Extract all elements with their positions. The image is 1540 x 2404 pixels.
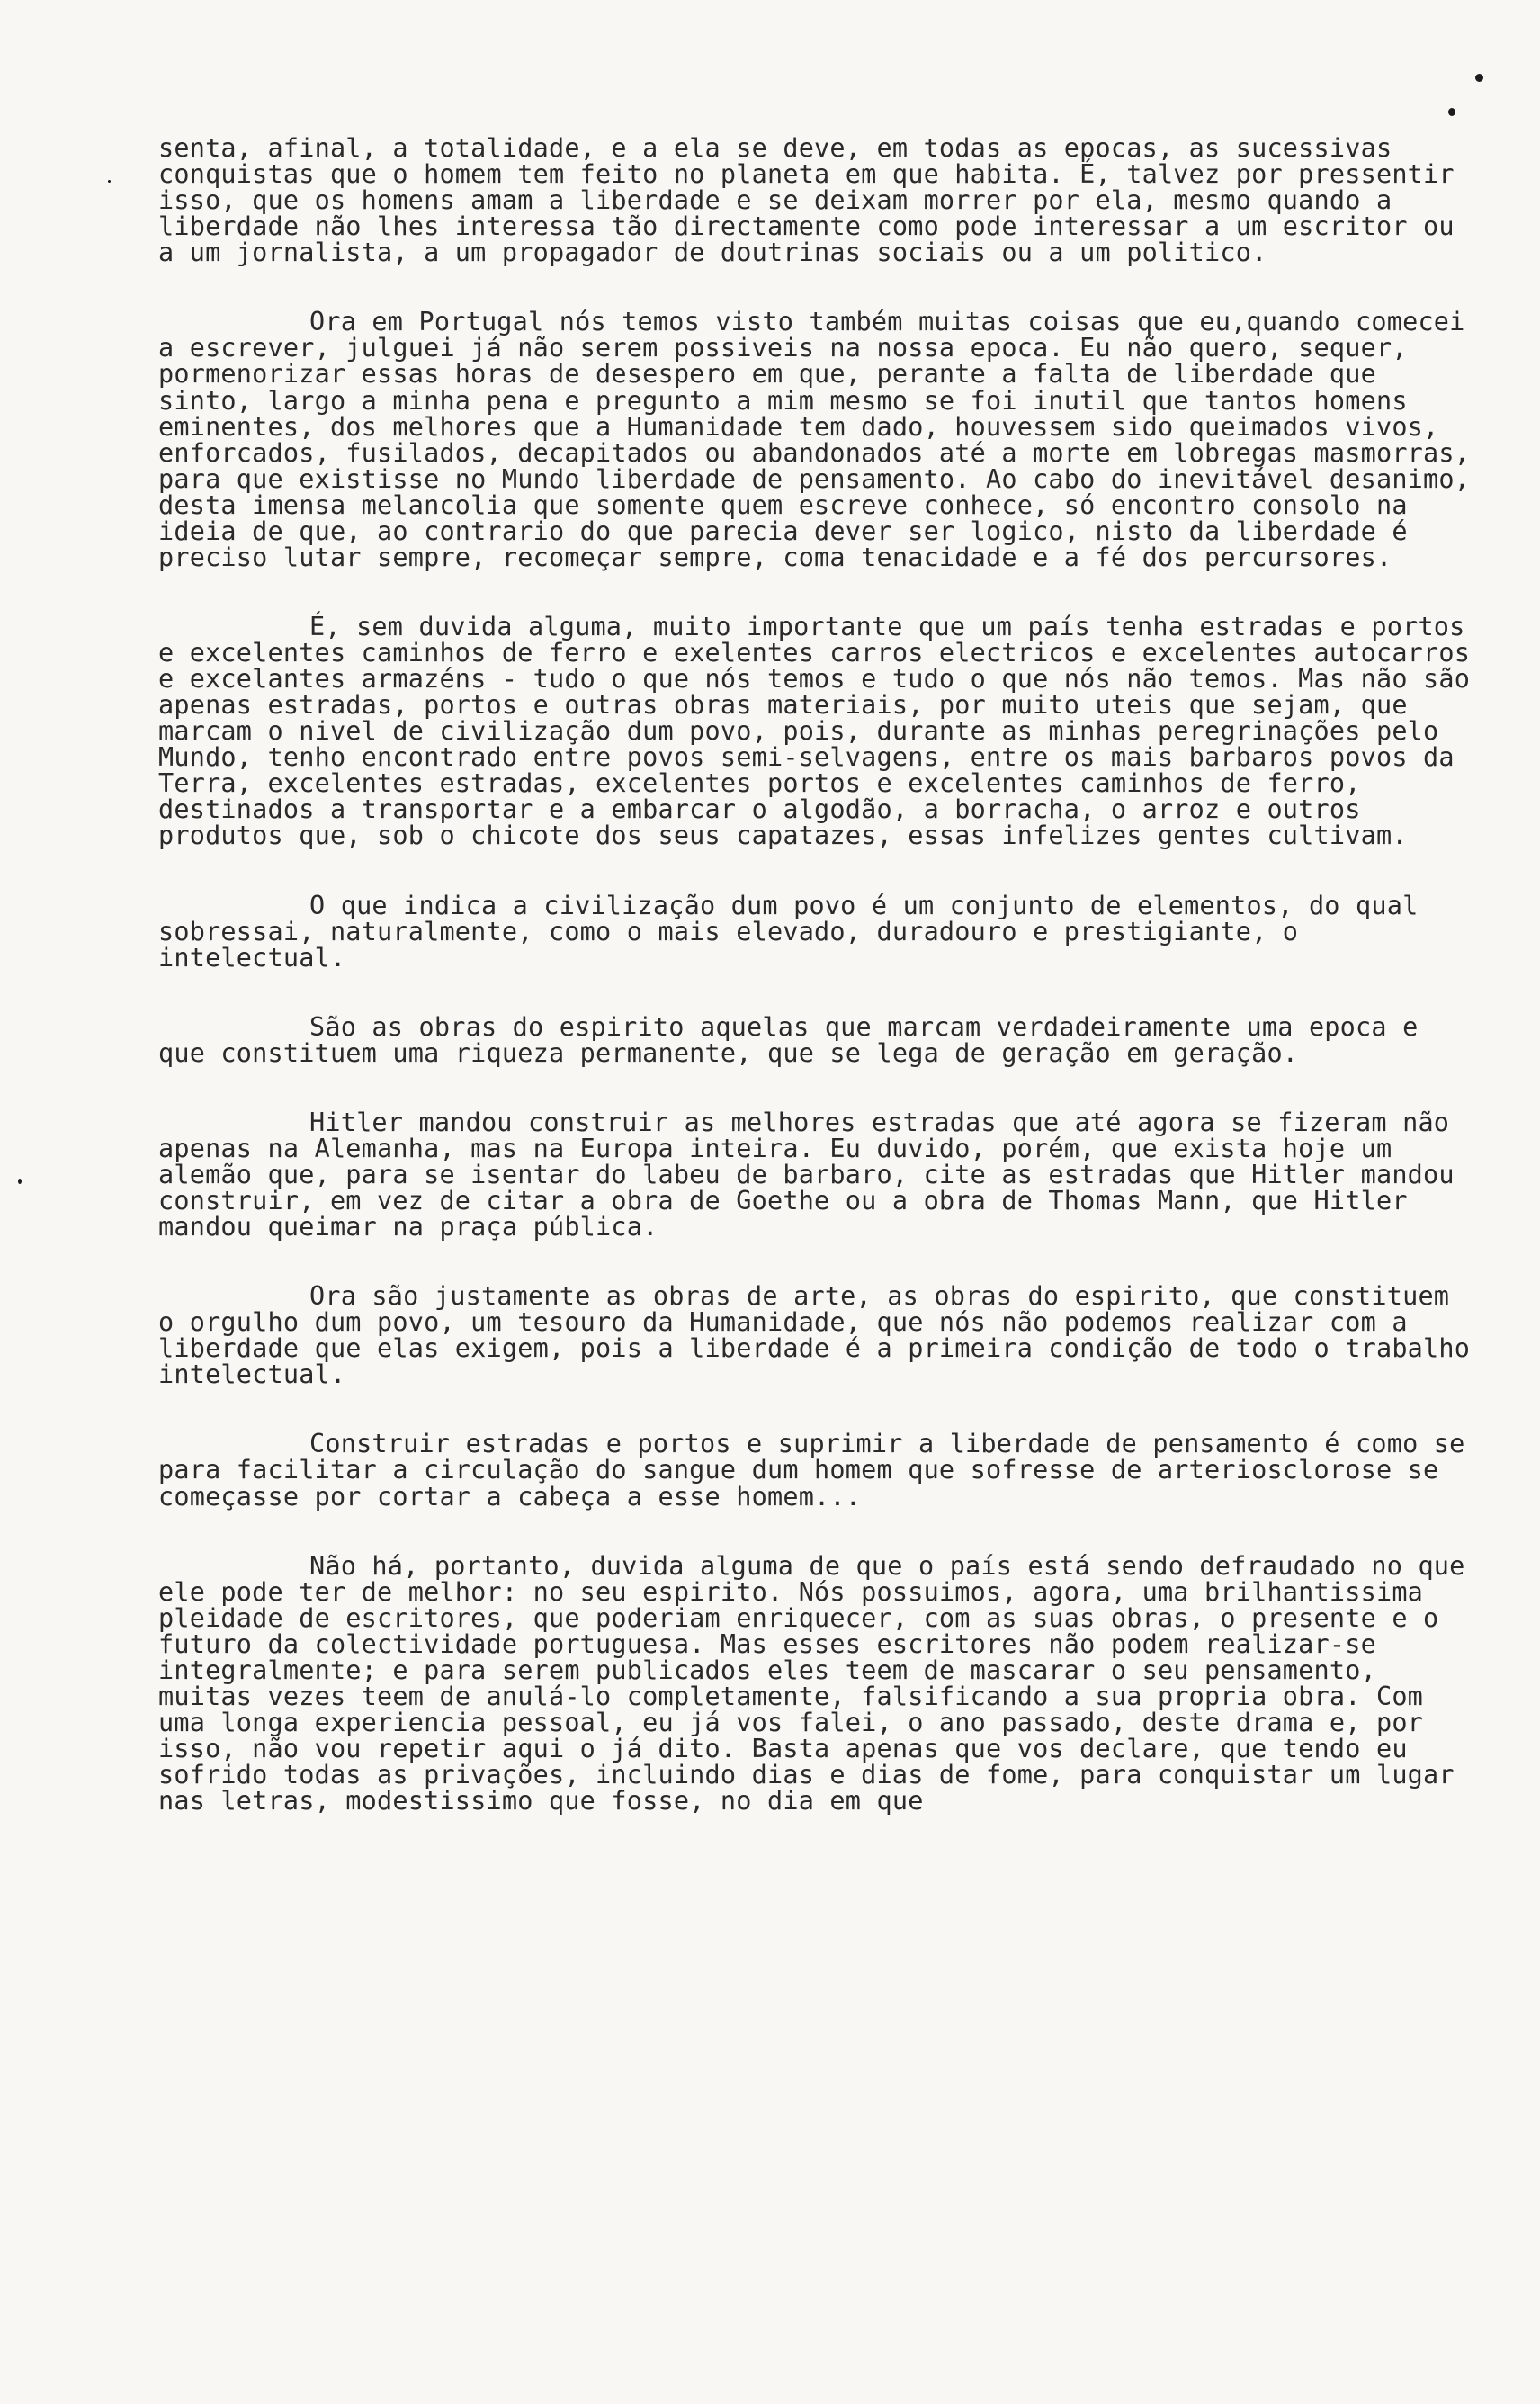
paragraph-3: É, sem duvida alguma, muito importante que um país tenha estradas e portos e excelentes caminhos de ferro e exelentes carros electricos e excelentes autocarros e excelantes armazéns - tudo o que nós temos e tudo o que nós não temos. Mas não são apenas estradas, portos e outras obras materiais, por muito uteis que sejam, que marcam o nivel de civilização dum povo, pois, durante as minhas peregrinações pelo Mundo, tenho encontrado entre povos semi-selvagens, entre os mais barbaros povos da Terra, excelentes estradas, excelentes portos e excelentes caminhos de ferro, destinados a transportar e a embarcar o algodão, a borracha, o arroz e outros produtos que, sob o chicote dos seus capatazes, essas infelizes gentes cultivam. — [158, 611, 1486, 851]
document-body — [158, 133, 1486, 1857]
paragraph-2: Ora em Portugal nós temos visto também muitas coisas que eu,quando comecei a escrever, julguei já não serem possiveis na nossa epoca. Eu não quero, sequer, pormenorizar essas horas de desespero em que, perante a falta de liberdade que sinto, largo a minha pena e pregunto a mim mesmo se foi inutil que tantos homens eminentes, dos melhores que a Humanidade tem dado, houvessem sido queimados vivos, enforcados, fusilados, decapitados ou abandonados até a morte em lobregas masmorras, para que existisse no Mundo liberdade de pensamento. Ao cabo do inevitável desanimo, desta imensa melancolia que somente quem escreve conhece, só encontro consolo na ideia de que, ao contrario do que parecia dever ser logico, nisto da liberdade é preciso lutar sempre, recomeçar sempre, coma tenacidade e a fé dos percursores. — [158, 307, 1486, 572]
paragraph-8: Construir estradas e portos e suprimir a liberdade de pensamento é como se para facilitar a circulação do sangue dum homem que sofresse de arteriosclorose se começasse por cortar a cabeça a esse homem... — [158, 1429, 1481, 1511]
ink-speck — [18, 1179, 22, 1184]
ink-speck — [1475, 74, 1483, 82]
ink-speck — [1448, 108, 1455, 116]
paragraph-5: São as obras do espirito aquelas que marcam verdadeiramente uma epoca e que constituem uma riqueza permanente, que se lega de geração em geração. — [158, 1011, 1434, 1068]
ink-speck — [108, 180, 111, 183]
paragraph-1: senta, afinal, a totalidade, e a ela se deve, em todas as epocas, as sucessivas conquistas que o homem tem feito no planeta em que habita. É, talvez por pressentir isso, que os homens amam a liberdade e se deixam morrer por ela, mesmo quando a liberdade não lhes interessa tão directamente como pode interessar a um escritor ou a um jornalista, a um propagador de doutrinas sociais ou a um politico. — [158, 133, 1471, 268]
paragraph-9: Não há, portanto, duvida alguma de que o país está sendo defraudado no que ele pode ter de melhor: no seu espirito. Nós possuimos, agora, uma brilhantissima pleidade de escritores, que poderiam enriquecer, com as suas obras, o presente e o futuro da colectividade portuguesa. Mas esses escritores não podem realizar-se integralmente; e para serem publicados eles teem de mascarar o seu pensamento, muitas vezes teem de anulá-lo completamente, falsificando a sua propria obra. Com uma longa experiencia pessoal, eu já vos falei, o ano passado, deste drama e, por isso, não vou repetir aqui o já dito. Basta apenas que vos declare, que tendo eu sofrido todas as privações, incluindo dias e dias de fome, para conquistar um lugar nas letras, modestissimo que fosse, no dia em que — [158, 1550, 1481, 1816]
paragraph-4: O que indica a civilização dum povo é um conjunto de elementos, do qual sobressai, naturalmente, como o mais elevado, duradouro e prestigiante, o intelectual. — [158, 890, 1434, 973]
paragraph-6: Hitler mandou construir as melhores estradas que até agora se fizeram não apenas na Alemanha, mas na Europa inteira. Eu duvido, porém, que exista hoje um alemão que, para se isentar do labeu de barbaro, cite as estradas que Hitler mandou construir, em vez de citar a obra de Goethe ou a obra de Thomas Mann, que Hitler mandou queimar na praça pública. — [158, 1107, 1471, 1242]
paragraph-7: Ora são justamente as obras de arte, as obras do espirito, que constituem o orgulho dum povo, um tesouro da Humanidade, que nós não podemos realizar com a liberdade que elas exigem, pois a liberdade é a primeira condição de todo o trabalho intelectual. — [158, 1281, 1486, 1390]
